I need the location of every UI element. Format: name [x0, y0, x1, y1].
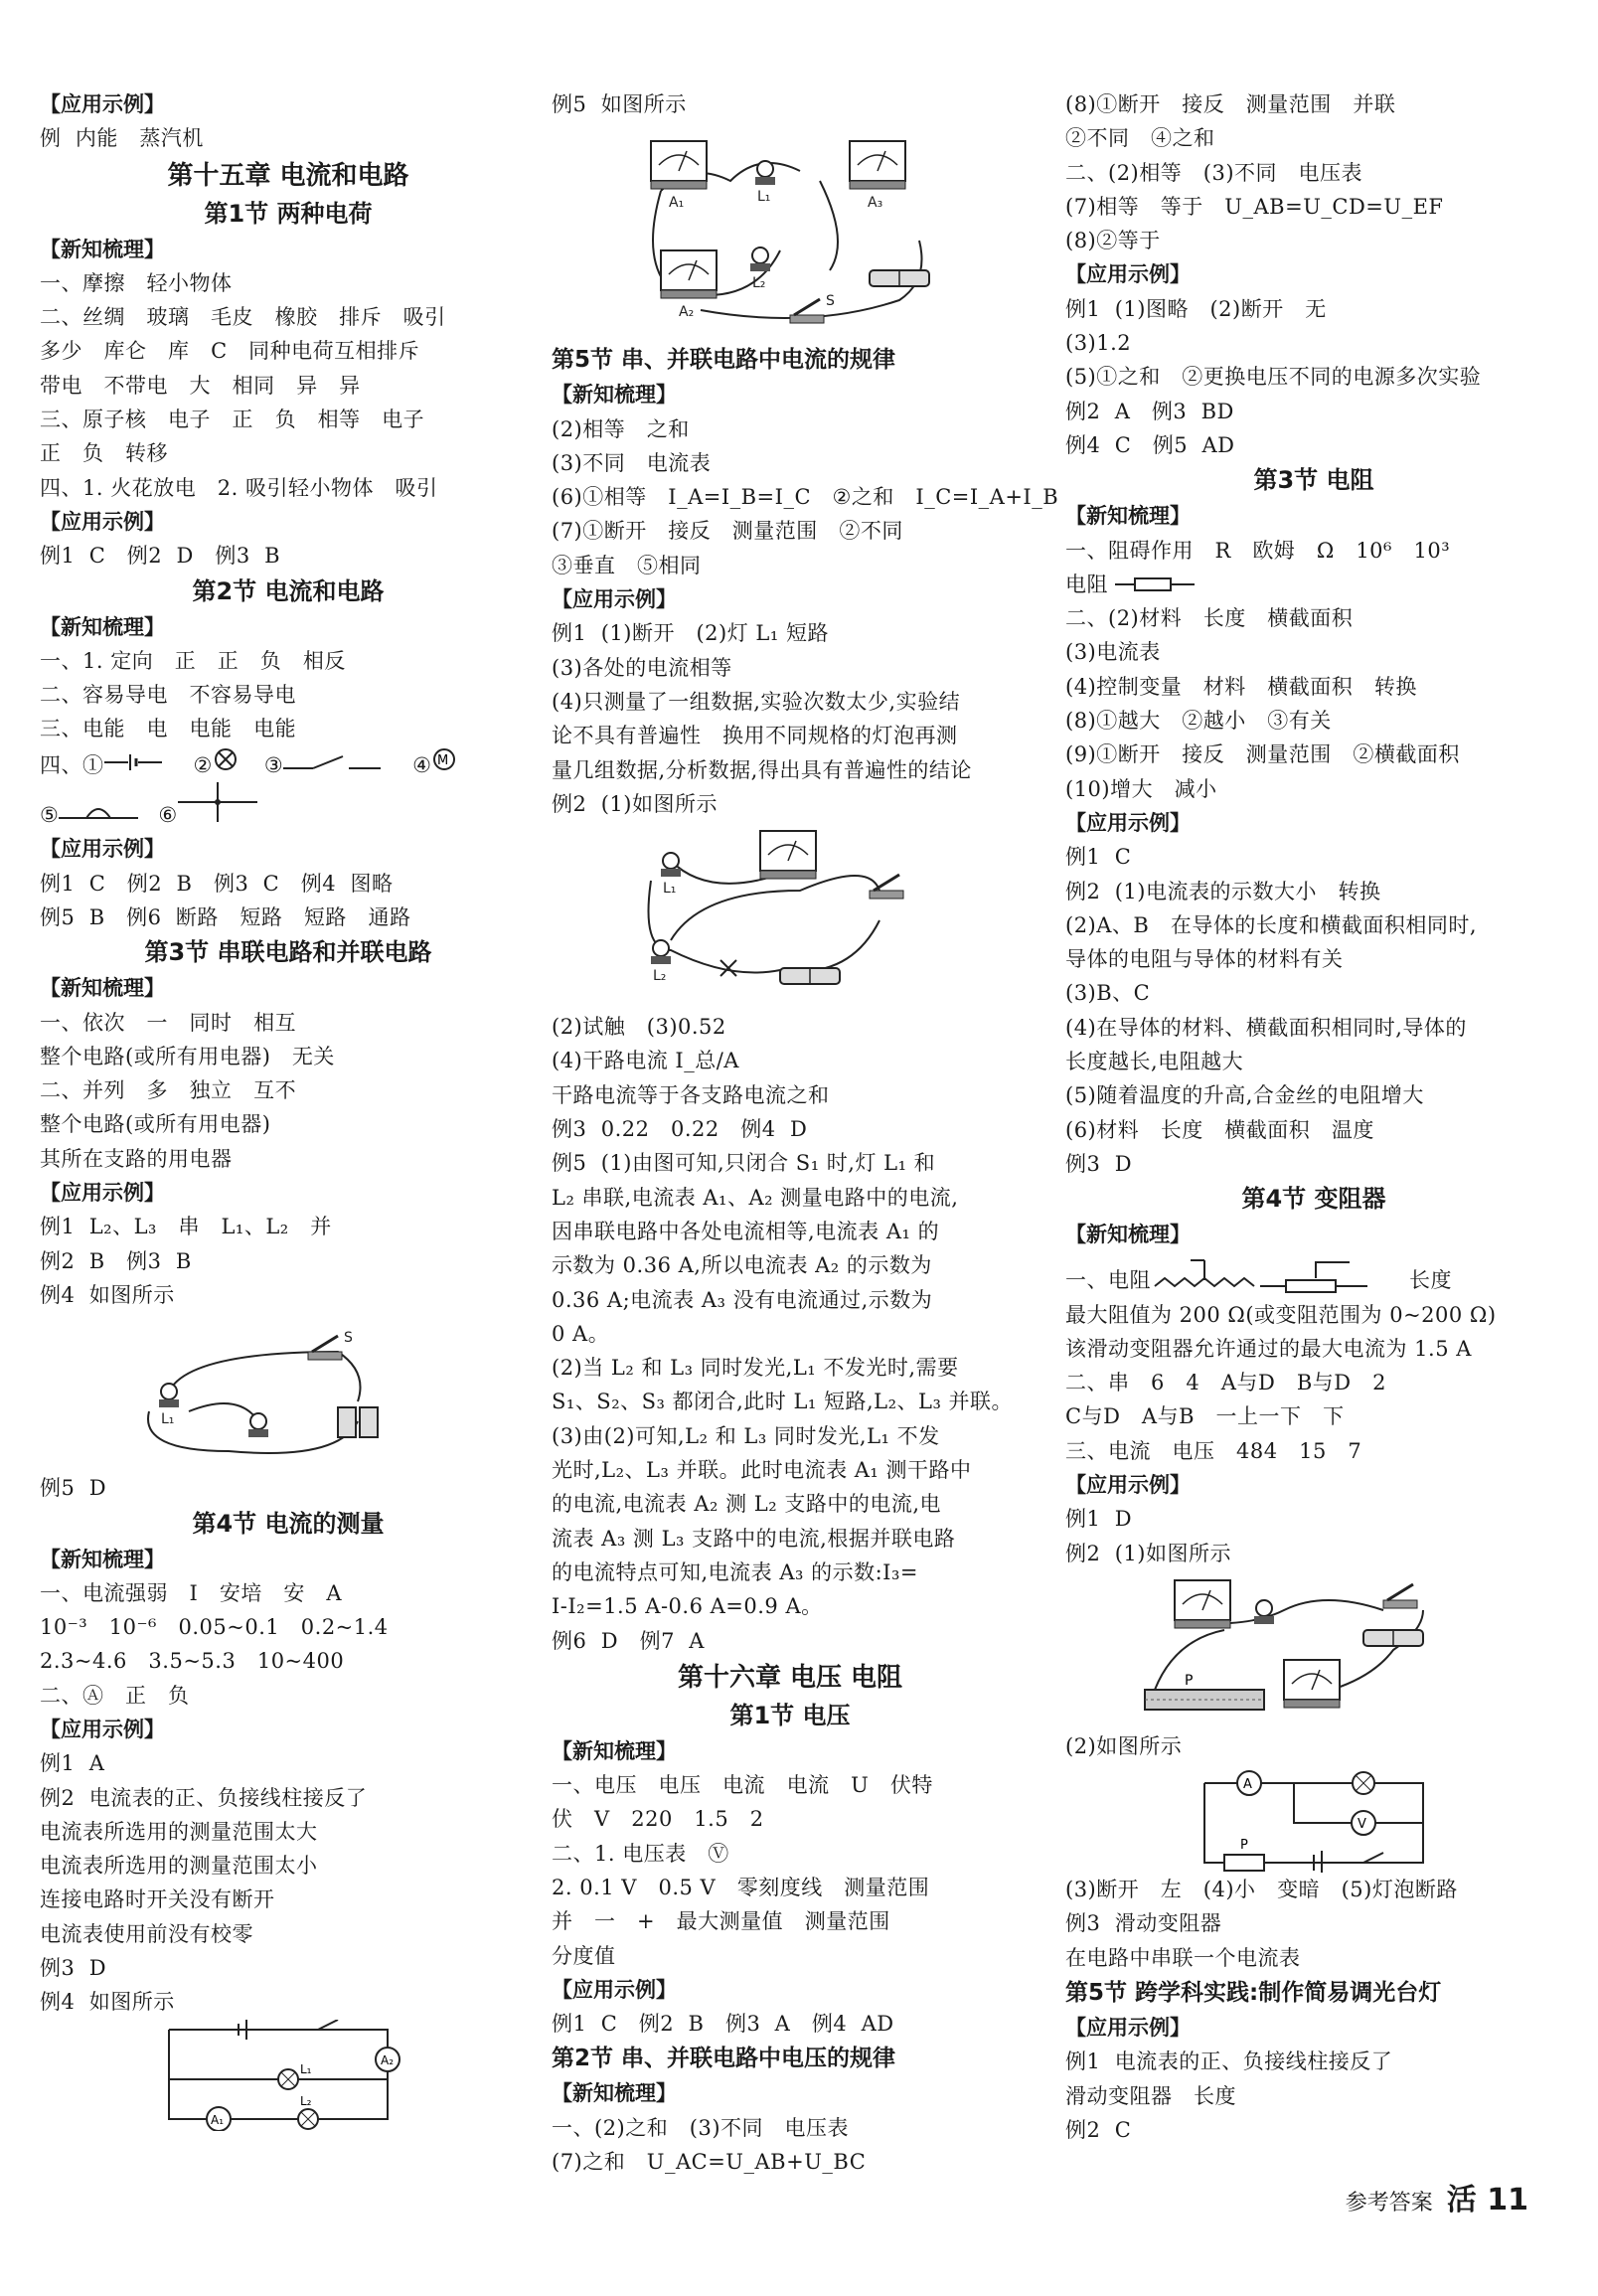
svg-text:L₁: L₁: [161, 1411, 175, 1428]
rheostat-symbol-icon: [1260, 1256, 1369, 1298]
section-header: 【应用示例】: [40, 837, 165, 862]
text-line: 流表 A₃ 测 L₃ 支路中的电流,根据并联电路: [552, 1526, 956, 1551]
text-line: 在电路中串联一个电流表: [1065, 1945, 1301, 1970]
section-title: 第5节 跨学科实践:制作简易调光台灯: [1065, 1980, 1442, 2007]
text-line: 例1 C 例2 B 例3 A 例4 AD: [552, 2012, 894, 2037]
section-header: 【应用示例】: [552, 587, 677, 612]
text-line: ②不同 ④之和: [1065, 126, 1215, 151]
section-header: 【应用示例】: [40, 92, 165, 116]
svg-text:A: A: [1243, 1777, 1252, 1793]
text-line: 三、原子核 电子 正 负 相等 电子: [40, 408, 425, 432]
text-line: 整个电路(或所有用电器) 无关: [40, 1044, 335, 1068]
text-line: 长度越长,电阻越大: [1065, 1050, 1244, 1074]
text-line: 例2 (1)电流表的示数大小 转换: [1065, 879, 1381, 903]
svg-text:L₂: L₂: [300, 2093, 312, 2108]
text-line: 二、1. 电压表 Ⓥ: [552, 1841, 729, 1866]
text-line: (3)不同 电流表: [552, 450, 712, 475]
symbol-label: ③: [263, 752, 284, 777]
text-line: (4)干路电流 I_总/A: [552, 1049, 739, 1073]
section-title: 第2节 串、并联电路中电压的规律: [552, 2046, 896, 2072]
text-line: (3)由(2)可知,L₂ 和 L₃ 同时发光,L₁ 不发: [552, 1423, 940, 1448]
text-line: 一、依次 一 同时 相互: [40, 1010, 297, 1035]
text-line: 正 负 转移: [40, 441, 169, 466]
text-line: (6)材料 长度 横截面积 温度: [1065, 1117, 1374, 1142]
circuit-symbols-row: [40, 746, 537, 782]
switch-icon: [790, 293, 835, 323]
section-header: 【新知梳理】: [40, 976, 165, 1001]
text-line: 光时,L₂、L₃ 并联。此时电流表 A₁ 测干路中: [552, 1458, 972, 1483]
section-header: 【新知梳理】: [552, 383, 677, 408]
figure: [1065, 1570, 1562, 1729]
resistor-symbol-icon: [1115, 577, 1195, 591]
svg-text:L₁: L₁: [757, 189, 771, 206]
svg-text:L₁: L₁: [663, 881, 677, 898]
text-line: L₂ 串联,电流表 A₁、A₂ 测量电路中的电流,: [552, 1185, 959, 1210]
text-line: (7)相等 等于 U_AB=U_CD=U_EF: [1065, 194, 1444, 219]
section-header: 【应用示例】: [40, 1717, 165, 1741]
text-line: S₁、S₂、S₃ 都闭合,此时 L₁ 短路,L₂、L₃ 并联。: [552, 1390, 1014, 1414]
svg-text:P: P: [1240, 1838, 1248, 1854]
svg-text:A₂: A₂: [679, 304, 695, 321]
text-line: 例3 D: [40, 1956, 107, 1981]
text-line: 伏 V 220 1.5 2: [552, 1807, 764, 1832]
text-line: 例1 A: [40, 1751, 105, 1776]
rheostat-label: 一、电阻: [1065, 1268, 1151, 1293]
column-right: [1065, 87, 1562, 2147]
text-line: 电流表使用前没有校零: [40, 1921, 253, 1946]
rheostat-label: 长度: [1409, 1268, 1452, 1293]
text-line: 四、1. 火花放电 2. 吸引轻小物体 吸引: [40, 475, 438, 500]
text-line: (9)①断开 接反 测量范围 ②横截面积: [1065, 742, 1460, 767]
text-line: 例4 C 例5 AD: [1065, 432, 1235, 457]
symbol-label: 四、①: [40, 752, 104, 777]
text-line: 示数为 0.36 A,所以电流表 A₂ 的示数为: [552, 1253, 932, 1278]
text-line: (7)①断开 接反 测量范围 ②不同: [552, 519, 903, 544]
text-line: (4)在导体的材料、横截面积相同时,导体的: [1065, 1015, 1467, 1040]
text-line: 例5 D: [40, 1476, 107, 1501]
section-header: 【应用示例】: [40, 1181, 165, 1206]
text-line: 电流表所选用的测量范围太大: [40, 1819, 318, 1844]
motor-symbol-icon: [431, 746, 457, 772]
switch-icon: [870, 875, 903, 899]
text-line: (2)当 L₂ 和 L₃ 同时发光,L₁ 不发光时,需要: [552, 1356, 959, 1381]
text-line: 0.36 A;电流表 A₃ 没有电流通过,示数为: [552, 1287, 933, 1312]
bulb-icon: [750, 247, 770, 291]
figure-series-parallel-circuit: [40, 1312, 537, 1471]
figure: [552, 121, 1029, 342]
svg-text:L₂: L₂: [752, 275, 766, 292]
section-title: 第1节 两种电荷: [204, 199, 373, 228]
text-line: 例3 0.22 0.22 例4 D: [552, 1117, 808, 1142]
section-title: 第3节 电阻: [1253, 466, 1374, 495]
symbol-label: ④: [412, 752, 432, 777]
section-title: 第3节 串联电路和并联电路: [144, 938, 432, 967]
text-line: 并 一 + 最大测量值 测量范围: [552, 1909, 890, 1934]
ammeter-icon: [850, 141, 905, 211]
text-line: 二、(2)相等 (3)不同 电压表: [1065, 160, 1363, 185]
resistor-symbol-row: [1065, 568, 1562, 601]
lamp-symbol-icon: [213, 746, 239, 772]
text-line: 的电流特点可知,电流表 A₃ 的示数:I₃=: [552, 1559, 918, 1584]
battery-symbol-icon: [104, 752, 164, 772]
bulb-icon: [661, 853, 681, 897]
text-line: (4)只测量了一组数据,实验次数太少,实验结: [552, 689, 961, 714]
text-line: 二、并列 多 独立 互不: [40, 1078, 297, 1103]
text-line: (10)增大 减小: [1065, 776, 1217, 801]
svg-text:S: S: [344, 1330, 353, 1347]
text-line: 量几组数据,分析数据,得出具有普遍性的结论: [552, 757, 972, 782]
text-line: 例2 C: [1065, 2117, 1132, 2142]
section-header: 【应用示例】: [552, 1977, 677, 2002]
text-line: (3)1.2: [1065, 331, 1132, 356]
column-left: [40, 87, 537, 2131]
section-header: 【应用示例】: [1065, 2016, 1191, 2041]
text-line: 三、电流 电压 484 15 7: [1065, 1438, 1362, 1463]
text-line: 例 内能 蒸汽机: [40, 126, 204, 151]
section-header: 【新知梳理】: [40, 1547, 165, 1571]
svg-text:V: V: [1358, 1817, 1366, 1833]
text-line: (3)电流表: [1065, 640, 1161, 665]
bulb-icon: [248, 1413, 268, 1437]
section-title: 第4节 电流的测量: [192, 1509, 385, 1538]
figure-three-ammeters-circuit: [552, 121, 1029, 342]
text-line: 例4 如图所示: [40, 1990, 175, 2015]
text-line: 2.3~4.6 3.5~5.3 10~400: [40, 1649, 345, 1674]
battery-icon: [1363, 1630, 1423, 1646]
text-line: 整个电路(或所有用电器): [40, 1112, 271, 1137]
section-title: 第1节 电压: [729, 1701, 851, 1729]
text-line: 例1 C 例2 B 例3 C 例4 图略: [40, 871, 394, 896]
switch-icon: [308, 1330, 353, 1360]
text-line: (8)②等于: [1065, 229, 1161, 253]
text-line: I-I₂=1.5 A-0.6 A=0.9 A。: [552, 1594, 823, 1619]
column-middle: [552, 87, 1059, 2179]
text-line: 电流表所选用的测量范围太小: [40, 1854, 318, 1879]
section-header: 【应用示例】: [40, 509, 165, 534]
text-line: (8)①断开 接反 测量范围 并联: [1065, 92, 1396, 116]
bulb-icon: [1254, 1600, 1274, 1624]
text-line: 例2 A 例3 BD: [1065, 399, 1234, 423]
chapter-title: 第十六章 电压 电阻: [677, 1662, 903, 1693]
text-line: 导体的电阻与导体的材料有关: [1065, 947, 1344, 972]
text-line: 例1 D: [1065, 1507, 1133, 1532]
section-header: 【新知梳理】: [40, 614, 165, 639]
text-line: 最大阻值为 200 Ω(或变阻范围为 0~200 Ω): [1065, 1302, 1497, 1327]
text-line: 二、容易导电 不容易导电: [40, 683, 297, 708]
section-header: 【新知梳理】: [552, 1738, 677, 1763]
text-line: (7)之和 U_AC=U_AB+U_BC: [552, 2150, 867, 2175]
section-header: 【新知梳理】: [40, 237, 165, 261]
svg-text:P: P: [1185, 1672, 1194, 1689]
text-line: 例6 D 例7 A: [552, 1628, 705, 1653]
junction-symbol-icon: [178, 782, 257, 822]
battery-icon: [870, 270, 929, 286]
svg-text:S: S: [826, 293, 835, 310]
footer-label: 参考答案: [1345, 2191, 1433, 2215]
section-header: 【应用示例】: [1065, 262, 1191, 287]
text-line: (5)随着温度的升高,合金丝的电阻增大: [1065, 1083, 1424, 1108]
chapter-title: 第十五章 电流和电路: [167, 160, 409, 191]
text-line: (2)相等 之和: [552, 416, 690, 441]
text-line: 连接电路时开关没有断开: [40, 1887, 275, 1912]
svg-text:M: M: [437, 752, 450, 768]
text-line: 例5 (1)由图可知,只闭合 S₁ 时,灯 L₁ 和: [552, 1151, 936, 1176]
text-line: (2)如图所示: [1065, 1733, 1183, 1758]
text-line: 例3 D: [1065, 1151, 1133, 1176]
text-line: 10⁻³ 10⁻⁶ 0.05~0.1 0.2~1.4: [40, 1615, 389, 1640]
text-line: 论不具有普遍性 换用不同规格的灯泡再测: [552, 724, 958, 748]
text-line: 一、阻碍作用 R 欧姆 Ω 10⁶ 10³: [1065, 538, 1451, 563]
text-line: 例2 (1)如图所示: [1065, 1541, 1231, 1565]
figure: [1065, 1763, 1562, 1873]
text-line: (3)各处的电流相等: [552, 655, 732, 680]
text-line: 一、1. 定向 正 正 负 相反: [40, 648, 346, 673]
resistor-label: 电阻: [1065, 572, 1108, 596]
text-line: 干路电流等于各支路电流之和: [552, 1082, 830, 1107]
text-line: 2. 0.1 V 0.5 V 零刻度线 测量范围: [552, 1875, 930, 1899]
symbol-label: ②: [193, 752, 213, 777]
text-line: 例1 L₂、L₃ 串 L₁、L₂ 并: [40, 1215, 332, 1239]
ammeter-icon: [1284, 1660, 1340, 1708]
figure: [40, 1312, 537, 1471]
ammeter-icon: [1175, 1580, 1230, 1628]
text-line: 二、丝绸 玻璃 毛皮 橡胶 排斥 吸引: [40, 305, 446, 330]
section-title: 第4节 变阻器: [1241, 1185, 1386, 1214]
text-line: 一、(2)之和 (3)不同 电压表: [552, 2115, 850, 2140]
text-line: 例1 (1)图略 (2)断开 无: [1065, 296, 1327, 321]
section-header: 【新知梳理】: [1065, 1223, 1191, 1247]
text-line: 一、摩擦 轻小物体: [40, 270, 233, 295]
figure-rheostat-schematic: [1065, 1763, 1562, 1873]
text-line: 例2 电流表的正、负接线柱接反了: [40, 1785, 368, 1810]
bulb-icon: [755, 161, 775, 205]
text-line: (6)①相等 I_A=I_B=I_C ②之和 I_C=I_A+I_B: [552, 485, 1059, 510]
section-header: 【应用示例】: [1065, 810, 1191, 835]
switch-symbol-icon: [283, 752, 383, 772]
switch-icon: [1383, 1584, 1417, 1608]
rheostat-symbol-row: [1065, 1252, 1562, 1298]
circuit-symbols-row: [40, 782, 537, 832]
figure: [552, 821, 1029, 1010]
text-line: 其所在支路的用电器: [40, 1146, 233, 1171]
text-line: 三、电能 电 电能 电能: [40, 717, 297, 741]
text-line: 滑动变阻器 长度: [1065, 2083, 1237, 2108]
text-line: (2)A、B 在导体的长度和横截面积相同时,: [1065, 912, 1478, 937]
bell-symbol-icon: [59, 798, 138, 822]
rheostat-wire-icon: [1151, 1256, 1260, 1298]
svg-text:A₃: A₃: [868, 195, 883, 212]
text-line: 例2 B 例3 B: [40, 1248, 192, 1273]
svg-text:A₁: A₁: [211, 2112, 225, 2127]
text-line: 例1 (1)断开 (2)灯 L₁ 短路: [552, 621, 829, 646]
section-title: 第2节 电流和电路: [192, 576, 385, 605]
svg-text:L₁: L₁: [300, 2061, 312, 2076]
text-line: 带电 不带电 大 相同 异 异: [40, 373, 361, 398]
section-header: 【新知梳理】: [1065, 504, 1191, 529]
text-line: 0 A。: [552, 1321, 610, 1346]
section-header: 【新知梳理】: [552, 2081, 677, 2106]
symbol-label: ⑥: [158, 803, 178, 828]
figure-parallel-bulbs-ammeter: [552, 821, 1029, 1010]
text-line: 分度值: [552, 1943, 616, 1968]
page-footer: [1346, 2175, 1528, 2218]
section-header: 【应用示例】: [1065, 1472, 1191, 1497]
text-line: (8)①越大 ②越小 ③有关: [1065, 709, 1332, 734]
text-line: 二、Ⓐ 正 负: [40, 1683, 190, 1708]
text-line: 例4 如图所示: [40, 1282, 175, 1307]
text-line: C与D A与B 一上一下 下: [1065, 1404, 1345, 1429]
text-line: 例1 C: [1065, 845, 1132, 870]
section-title: 第5节 串、并联电路中电流的规律: [552, 347, 896, 374]
figure: [40, 2020, 537, 2131]
figure-circuit-diagram-ammeters: [40, 2020, 537, 2131]
text-line: 二、串 6 4 A与D B与D 2: [1065, 1371, 1386, 1395]
figure-rheostat-circuit: [1065, 1570, 1562, 1729]
text-line: 例1 C 例2 D 例3 B: [40, 544, 281, 569]
battery-icon: [780, 968, 840, 984]
text-line: 一、电流强弱 I 安培 安 A: [40, 1580, 343, 1605]
ammeter-icon: [661, 250, 717, 320]
text-line: (3)B、C: [1065, 981, 1151, 1006]
text-line: 一、电压 电压 电流 电流 U 伏特: [552, 1773, 933, 1798]
text-line: 因串联电路中各处电流相等,电流表 A₁ 的: [552, 1219, 940, 1243]
text-line: 多少 库仑 库 C 同种电荷互相排斥: [40, 339, 420, 364]
text-line: (5)①之和 ②更换电压不同的电源多次实验: [1065, 365, 1482, 390]
text-line: 的电流,电流表 A₂ 测 L₂ 支路中的电流,电: [552, 1492, 941, 1517]
bulb-icon: [159, 1384, 179, 1427]
symbol-label: ⑤: [40, 803, 60, 828]
text-line: (2)试触 (3)0.52: [552, 1015, 726, 1040]
svg-text:A₂: A₂: [381, 2052, 395, 2067]
text-line: 例5 B 例6 断路 短路 短路 通路: [40, 904, 411, 929]
text-line: 例1 电流表的正、负接线柱接反了: [1065, 2050, 1393, 2074]
svg-text:L₂: L₂: [653, 968, 667, 985]
page-number: 活 11: [1446, 2183, 1528, 2217]
text-line: (3)断开 左 (4)小 变暗 (5)灯泡断路: [1065, 1878, 1458, 1902]
ammeter-icon: [760, 831, 816, 879]
text-line: (4)控制变量 材料 横截面积 转换: [1065, 674, 1417, 699]
svg-text:A₁: A₁: [669, 195, 685, 212]
text-line: 例2 (1)如图所示: [552, 791, 718, 816]
text-line: 二、(2)材料 长度 横截面积: [1065, 606, 1354, 631]
bulb-icon: [651, 940, 671, 984]
text-line: 例5 如图所示: [552, 92, 687, 116]
text-line: 例3 滑动变阻器: [1065, 1911, 1222, 1936]
text-line: 该滑动变阻器允许通过的最大电流为 1.5 A: [1065, 1336, 1472, 1361]
text-line: ③垂直 ⑤相同: [552, 553, 702, 577]
